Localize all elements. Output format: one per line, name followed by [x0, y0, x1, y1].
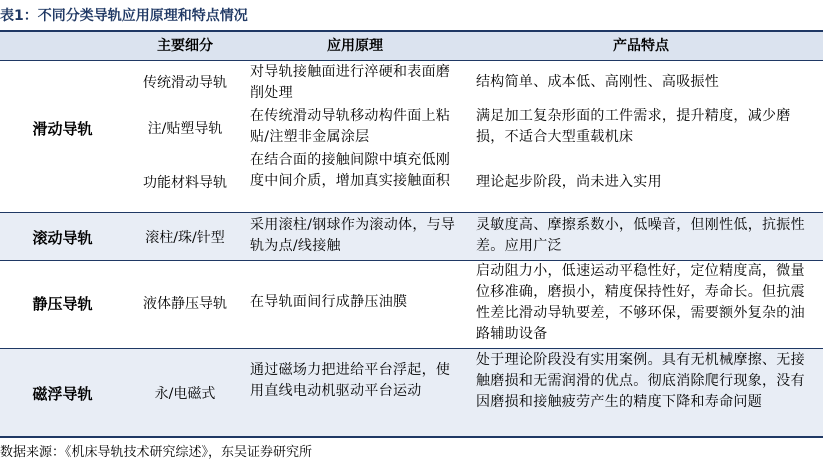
table-header	[0, 32, 823, 60]
row-rule	[0, 212, 823, 213]
header-principle: 应用原理	[327, 38, 383, 54]
principle-rolling: 采用滚柱/钢球作为滚动体，与导轨为点/线接触	[250, 217, 456, 254]
principle-injection-plastic: 在传统滑动导轨移动构件面上粘贴/注塑非金属涂层	[250, 108, 451, 145]
principle-traditional-sliding: 对导轨接触面进行淬硬和表面磨削处理	[250, 64, 451, 101]
feature-maglev: 处于理论阶段没有实用案例。具有无机械摩擦、无接触磨损和无需润滑的优点。彻底消除爬行现象，没有因磨损和接触疲劳产生的精度下降和寿命问题	[476, 352, 805, 410]
category-maglev: 磁浮导轨	[32, 385, 93, 403]
principle-functional-material: 在结合面的接触间隙中填充低刚度中间介质，增加真实接触面积	[250, 152, 451, 189]
sub-injection-plastic: 注/贴塑导轨	[147, 121, 223, 137]
sub-hydrostatic: 液体静压导轨	[143, 296, 227, 312]
sub-functional-material: 功能材料导轨	[143, 175, 227, 191]
feature-rolling: 灵敏度高、摩擦系数小，低噪音，但刚性低，抗振性差。应用广泛	[476, 217, 805, 254]
table-title: 表1：不同分类导轨应用原理和特点情况	[0, 8, 248, 24]
principle-hydrostatic: 在导轨面间行成静压油膜	[250, 294, 408, 310]
feature-hydrostatic: 启动阻力小，低速运动平稳性好，定位精度高，微量位移准确，磨损小，精度保持性好，寿命长。但抗震性差比滑动导轨要差，不够环保，需要额外复杂的油路辅助设备	[476, 263, 805, 342]
category-sliding: 滑动导轨	[32, 120, 93, 138]
sub-maglev: 永/电磁式	[154, 386, 216, 402]
table-bottom-rule	[0, 436, 823, 438]
header-rule	[0, 60, 823, 61]
row-rule	[0, 348, 823, 349]
feature-injection-plastic: 满足加工复杂形面的工件需求，提升精度，减少磨损，不适合大型重载机床	[476, 108, 791, 145]
header-subcategory: 主要细分	[157, 38, 213, 54]
principle-maglev: 通过磁场力把进给平台浮起，使用直线电动机驱动平台运动	[250, 362, 451, 399]
category-hydrostatic: 静压导轨	[32, 295, 93, 313]
header-category	[0, 32, 125, 60]
header-feature: 产品特点	[613, 38, 669, 54]
feature-traditional-sliding: 结构简单、成本低、高刚性、高吸振性	[476, 74, 720, 90]
category-rolling: 滚动导轨	[32, 229, 93, 247]
sub-rolling: 滚柱/珠/针型	[145, 230, 225, 246]
source-note: 数据来源：《机床导轨技术研究综述》，东吴证券研究所	[0, 445, 313, 460]
feature-functional-material: 理论起步阶段，尚未进入实用	[476, 174, 662, 190]
sub-traditional-sliding: 传统滑动导轨	[143, 75, 227, 91]
